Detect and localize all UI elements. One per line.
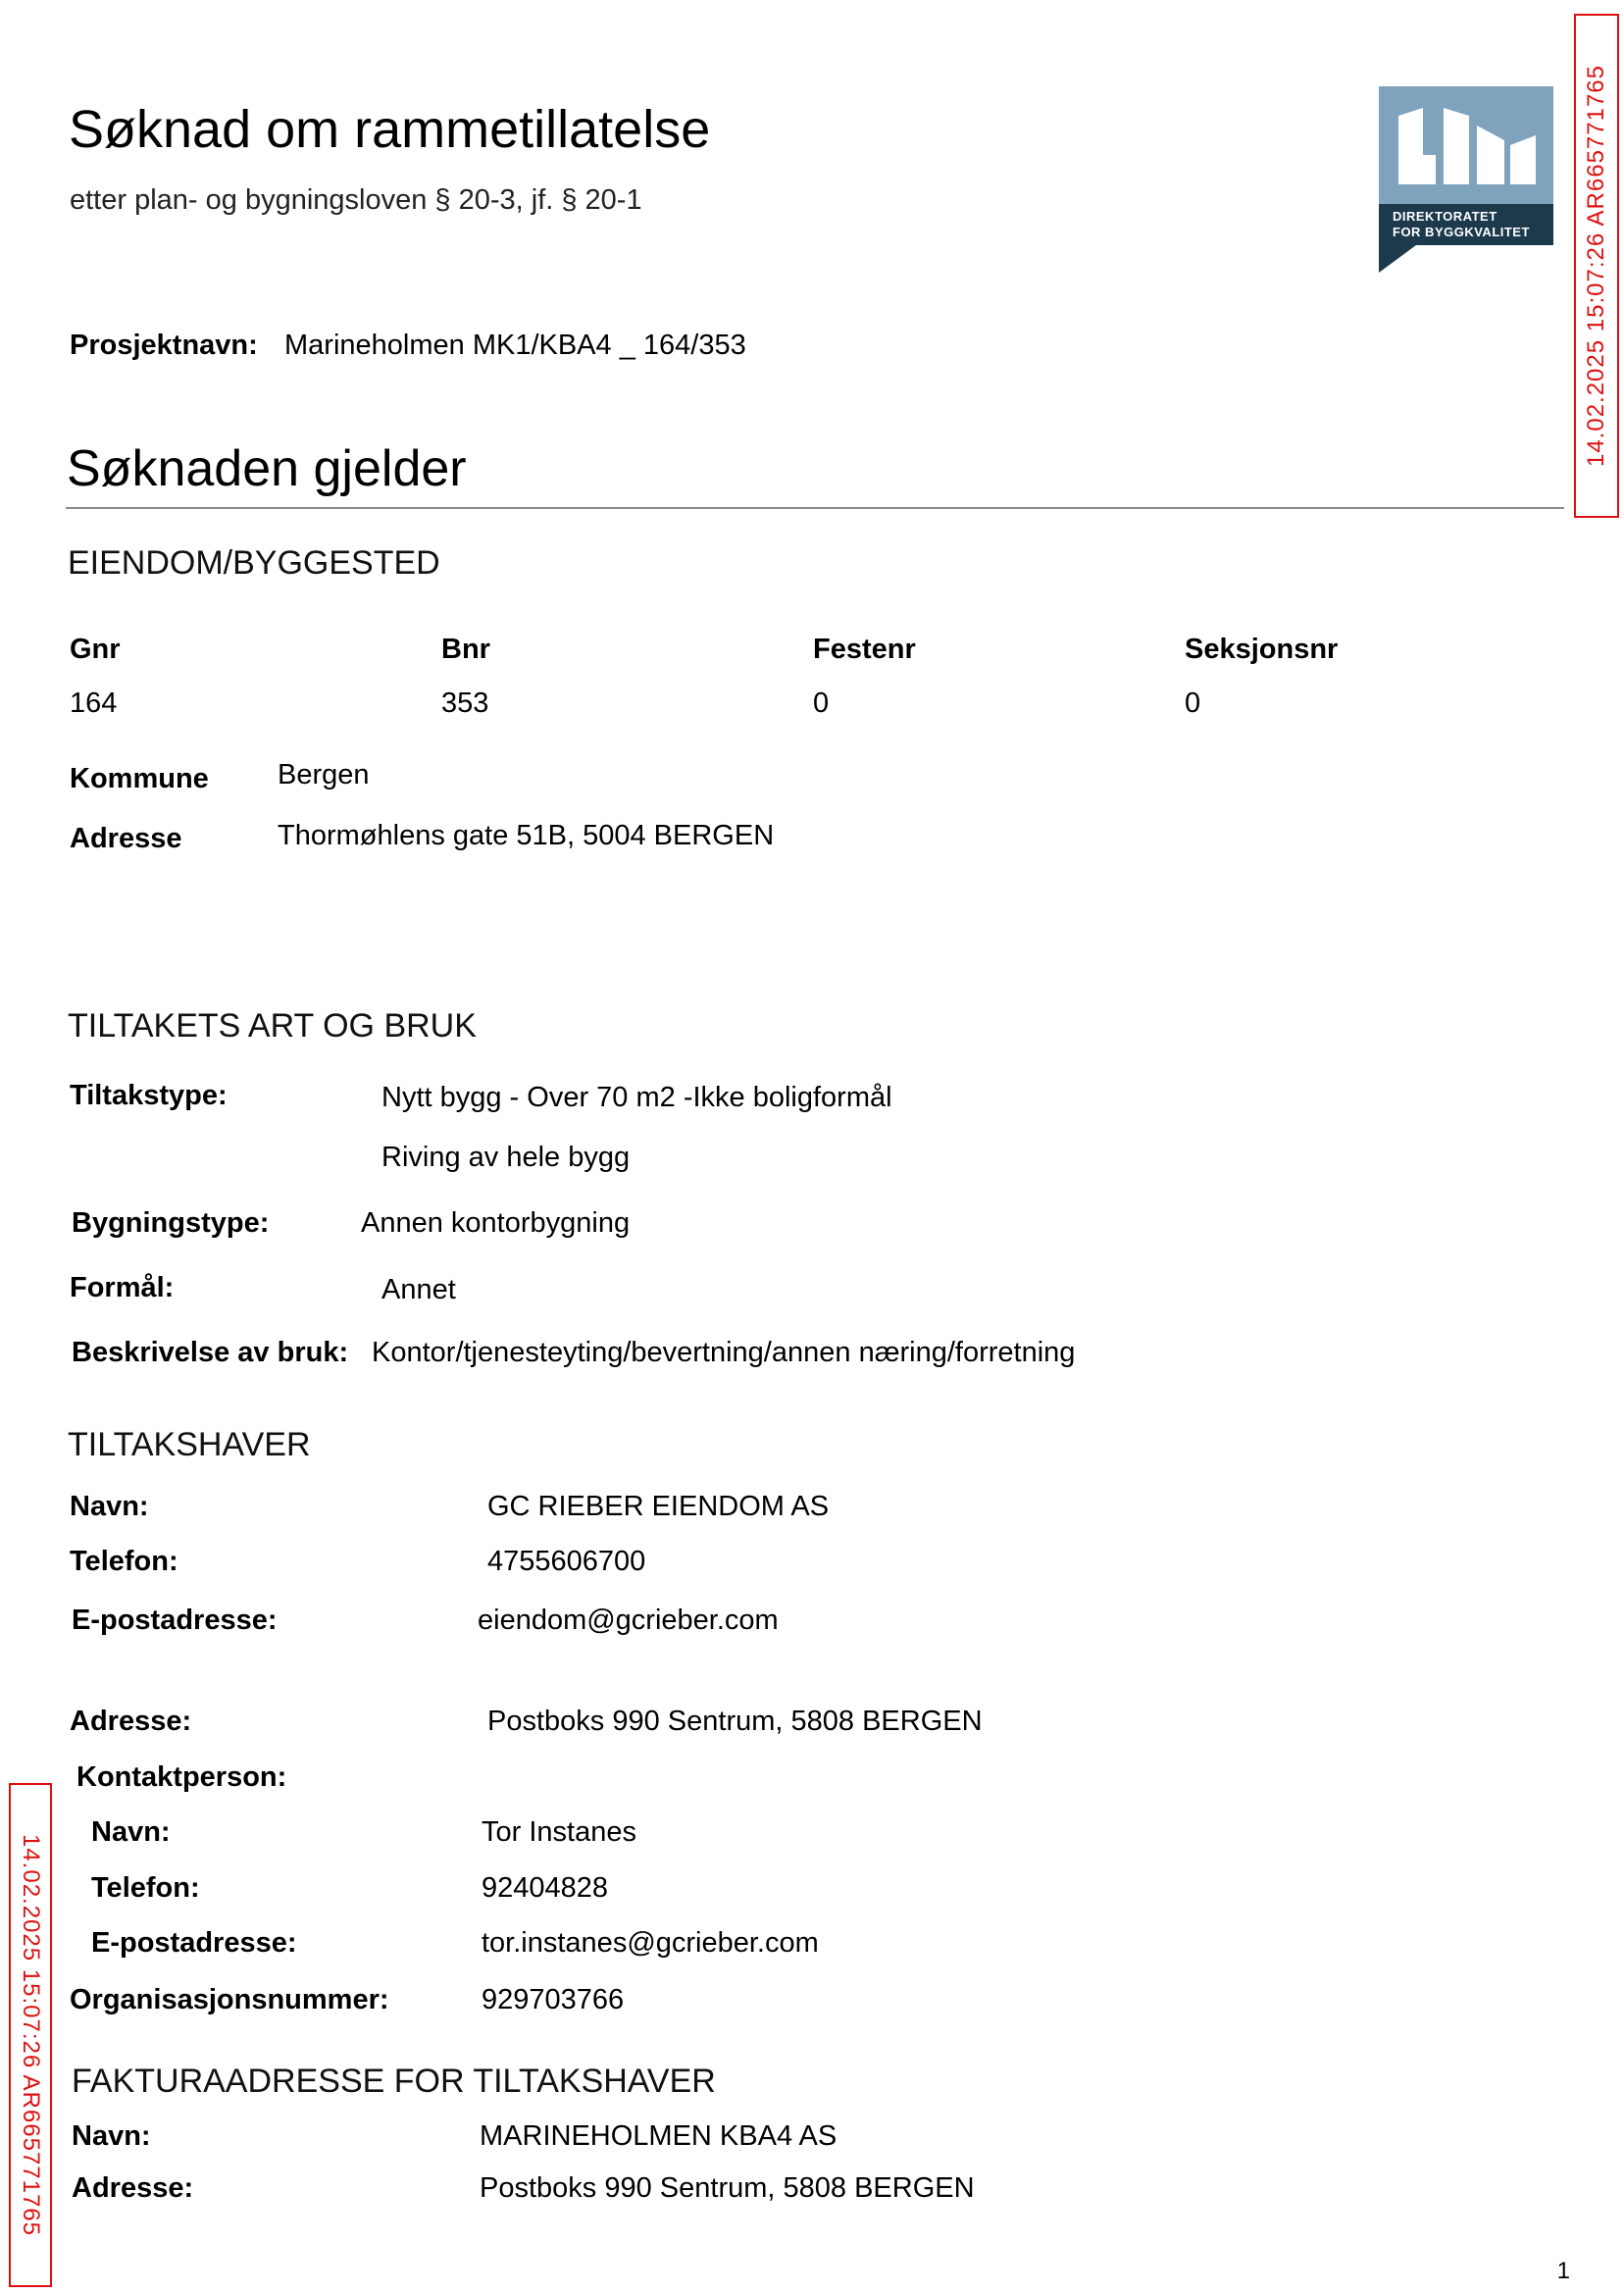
contact-email-label: E-postadresse: <box>91 1927 297 1959</box>
org-number-label: Organisasjonsnummer: <box>70 1984 389 2015</box>
applicant-heading: TILTAKSHAVER <box>68 1426 311 1463</box>
festenr-label: Festenr <box>813 634 916 665</box>
page-number: 1 <box>1556 2258 1570 2284</box>
document-subtitle: etter plan- og bygningsloven § 20-3, jf. § 20-1 <box>70 184 642 216</box>
project-value: Marineholmen MK1/KBA4 _ 164/353 <box>284 330 746 361</box>
applicant-phone-value: 4755606700 <box>487 1546 646 1577</box>
contact-label: Kontaktperson: <box>76 1761 287 1793</box>
tiltakstype-value-2: Riving av hele bygg <box>381 1142 631 1173</box>
logo-line-1: DIREKTORATET <box>1393 209 1497 224</box>
seksjonsnr-value: 0 <box>1185 688 1201 719</box>
applicant-phone-label: Telefon: <box>70 1546 178 1577</box>
bnr-label: Bnr <box>441 634 490 665</box>
adresse-label: Adresse <box>70 823 182 854</box>
bygningstype-label: Bygningstype: <box>72 1207 270 1239</box>
invoice-name-value: MARINEHOLMEN KBA4 AS <box>480 2120 837 2152</box>
bruk-label: Beskrivelse av bruk: <box>72 1337 349 1368</box>
contact-email-value: tor.instanes@gcrieber.com <box>482 1927 819 1959</box>
project-label: Prosjektnavn: <box>70 330 258 361</box>
section-divider <box>66 507 1564 509</box>
archive-stamp-bottom <box>9 1783 52 2287</box>
kommune-value: Bergen <box>278 759 370 790</box>
seksjonsnr-label: Seksjonsnr <box>1185 634 1339 665</box>
festenr-value: 0 <box>813 688 830 719</box>
formal-label: Formål: <box>70 1272 175 1303</box>
contact-name-label: Navn: <box>91 1816 171 1848</box>
applicant-email-label: E-postadresse: <box>72 1605 278 1636</box>
logo-line-2: FOR BYGGKVALITET <box>1393 225 1530 239</box>
logo-flag <box>1379 245 1416 273</box>
adresse-value: Thormøhlens gate 51B, 5004 BERGEN <box>278 820 775 851</box>
bnr-value: 353 <box>441 688 489 719</box>
archive-stamp-top <box>1574 14 1619 518</box>
contact-phone-label: Telefon: <box>91 1872 200 1904</box>
document-title: Søknad om rammetillatelse <box>69 100 711 159</box>
applicant-name-value: GC RIEBER EIENDOM AS <box>487 1491 830 1522</box>
dibk-logo <box>1379 86 1553 275</box>
stamp-text: 14.02.2025 15:07:26 AR665771765 <box>18 1833 44 2237</box>
invoice-address-label: Adresse: <box>72 2172 194 2204</box>
gnr-value: 164 <box>70 688 118 719</box>
gnr-label: Gnr <box>70 634 121 665</box>
invoice-heading: FAKTURAADRESSE FOR TILTAKSHAVER <box>72 2063 716 2100</box>
org-number-value: 929703766 <box>482 1984 625 2015</box>
kommune-label: Kommune <box>70 763 209 794</box>
stamp-text: 14.02.2025 15:07:26 AR665771765 <box>1583 64 1609 468</box>
bygningstype-value: Annen kontorbygning <box>361 1207 631 1239</box>
measure-heading: TILTAKETS ART OG BRUK <box>68 1007 477 1045</box>
tiltakstype-value-1: Nytt bygg - Over 70 m2 -Ikke boligformål <box>381 1082 892 1113</box>
contact-phone-value: 92404828 <box>482 1872 609 1904</box>
bruk-value: Kontor/tjenesteyting/bevertning/annen næring/forretning <box>372 1337 1076 1368</box>
section-heading: Søknaden gjelder <box>67 440 467 497</box>
tiltakstype-label: Tiltakstype: <box>70 1080 228 1111</box>
invoice-name-label: Navn: <box>72 2120 151 2152</box>
contact-name-value: Tor Instanes <box>482 1816 636 1848</box>
applicant-address-value: Postboks 990 Sentrum, 5808 BERGEN <box>487 1706 983 1737</box>
invoice-address-value: Postboks 990 Sentrum, 5808 BERGEN <box>480 2172 975 2204</box>
applicant-address-label: Adresse: <box>70 1706 192 1737</box>
logo-mark <box>1379 86 1553 204</box>
logo-text <box>1393 209 1530 240</box>
applicant-email-value: eiendom@gcrieber.com <box>478 1605 779 1636</box>
applicant-name-label: Navn: <box>70 1491 149 1522</box>
property-heading: EIENDOM/BYGGESTED <box>68 544 440 582</box>
formal-value: Annet <box>381 1274 456 1305</box>
